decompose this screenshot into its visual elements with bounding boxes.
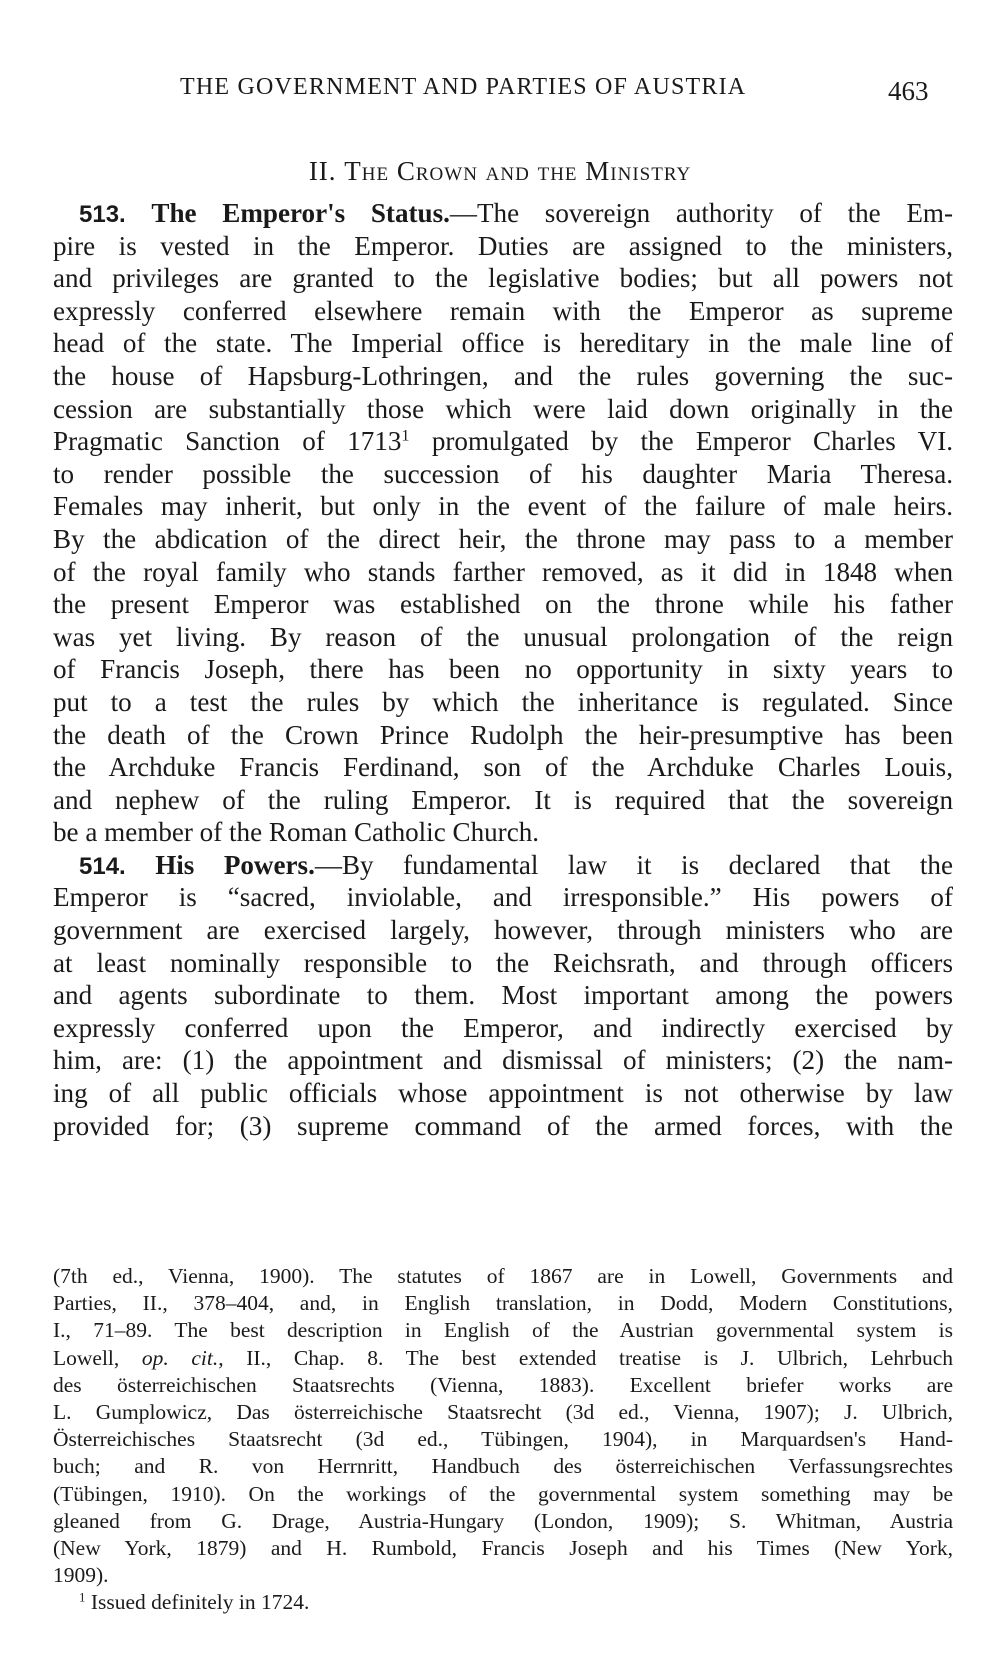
text-line: and privileges are granted to the legislative bodies; but all powers not: [53, 263, 953, 294]
footnote-line: Parties, II., 378–404, and, in English translation, in Dodd, Modern Constitutions,: [53, 1291, 953, 1316]
paragraph-number: 513.: [79, 201, 126, 228]
section-heading: [0, 156, 1000, 187]
text-line: to render possible the succession of his daughter Maria Theresa.: [53, 458, 953, 489]
page-header: [0, 74, 1000, 108]
text-line: was yet living. By reason of the unusual prolongation of the reign: [53, 621, 953, 652]
footnote-1: [53, 1589, 953, 1616]
paragraph-514-line-1: 514. His Powers.—By fundamental law it is declared that the: [79, 849, 954, 880]
paragraph-title: The Emperor's Status.: [151, 198, 450, 228]
footnote-line: des österreichischen Staatsrechts (Vienna, 1883). Excellent briefer works are: [53, 1372, 953, 1397]
text-line: Emperor is “sacred, inviolable, and irresponsible.” His powers of: [53, 882, 953, 913]
text-line: the death of the Crown Prince Rudolph the heir-presumptive has been: [53, 719, 953, 750]
text-line: of Francis Joseph, there has been no opportunity in sixty years to: [53, 654, 953, 685]
text-line: and nephew of the ruling Emperor. It is required that the sovereign: [53, 784, 953, 815]
text-line: Females may inherit, but only in the event of the failure of male heirs.: [53, 491, 953, 522]
text-line: By the abdication of the direct heir, the throne may pass to a member: [53, 523, 953, 554]
text-line: of the royal family who stands farther removed, as it did in 1848 when: [53, 556, 953, 587]
footnote-line: (7th ed., Vienna, 1900). The statutes of 1867 are in Lowell, Governments and: [53, 1264, 953, 1288]
footnote-line: (New York, 1879) and H. Rumbold, Francis Joseph and his Times (New York,: [53, 1535, 953, 1560]
text-line: be a member of the Roman Catholic Church.: [53, 817, 540, 848]
paragraph-title: His Powers.: [155, 849, 315, 880]
footnote-line: I., 71–89. The best description in English of the Austrian governmental system is: [53, 1318, 953, 1343]
text-line: pire is vested in the Emperor. Duties are assigned to the ministers,: [53, 230, 953, 261]
footnote-line: buch; and R. von Herrnritt, Handbuch des österreichischen Verfassungsrechtes: [53, 1454, 953, 1479]
footnote-line: gleaned from G. Drage, Austria-Hungary (London, 1909); S. Whitman, Austria: [53, 1508, 953, 1533]
text-line: him, are: (1) the appointment and dismissal of ministers; (2) the nam-: [53, 1045, 953, 1076]
body-text: [53, 197, 953, 1142]
footnote-1-text: Issued definitely in 1724.: [85, 1590, 310, 1615]
footnote-line: (Tübingen, 1910). On the workings of the governmental system something may be: [53, 1481, 953, 1506]
text-line: at least nominally responsible to the Reichsrath, and through officers: [53, 947, 953, 978]
text-line: expressly conferred elsewhere remain with the Emperor as supreme: [53, 295, 953, 326]
page-number: 463: [888, 76, 929, 106]
footnote-line: Österreichisches Staatsrecht (3d ed., Tübingen, 1904), in Marquardsen's Hand-: [53, 1427, 953, 1452]
text-line: head of the state. The Imperial office is hereditary in the male line of: [53, 328, 953, 359]
footnote-line: Lowell, op. cit., II., Chap. 8. The best extended treatise is J. Ulbrich, Lehrbuch: [53, 1345, 954, 1370]
text-line: cession are substantially those which were laid down originally in the: [53, 393, 953, 424]
text-line: the Archduke Francis Ferdinand, son of the Archduke Charles Louis,: [53, 752, 953, 783]
text-line: provided for; (3) supreme command of the armed forces, with the: [53, 1110, 953, 1141]
footnote-marker[interactable]: 1: [401, 426, 410, 445]
text-line: expressly conferred upon the Emperor, and indirectly exercised by: [53, 1012, 953, 1043]
paragraph-513-line-1: 513. The Emperor's Status.—The sovereign authority of the Em-: [79, 198, 953, 228]
text-line: and agents subordinate to them. Most important among the powers: [53, 980, 953, 1011]
text-line: Pragmatic Sanction of 1713$^1$ promulgated by the Emperor Charles VI.: [53, 426, 953, 457]
section-title: The Crown and the Ministry: [344, 156, 692, 186]
paragraph-number: 514.: [79, 852, 126, 880]
footnotes: [53, 1263, 953, 1616]
text-line: the house of Hapsburg-Lothringen, and the rules governing the suc-: [53, 360, 953, 391]
footnote-1-marker: 1: [79, 1590, 86, 1605]
text-line: ing of all public officials whose appointment is not otherwise by law: [53, 1078, 953, 1109]
running-head: THE GOVERNMENT AND PARTIES OF AUSTRIA: [180, 74, 747, 100]
text-line: the present Emperor was established on the throne while his father: [53, 589, 953, 620]
footnote-line: 1909).: [53, 1563, 109, 1588]
footnote-line: L. Gumplowicz, Das österreichische Staatsrecht (3d ed., Vienna, 1907); J. Ulbrich,: [53, 1399, 953, 1424]
text-line: government are exercised largely, however, through ministers who are: [53, 915, 953, 946]
section-number: II.: [308, 156, 337, 186]
text-line: put to a test the rules by which the inheritance is regulated. Since: [53, 686, 953, 717]
